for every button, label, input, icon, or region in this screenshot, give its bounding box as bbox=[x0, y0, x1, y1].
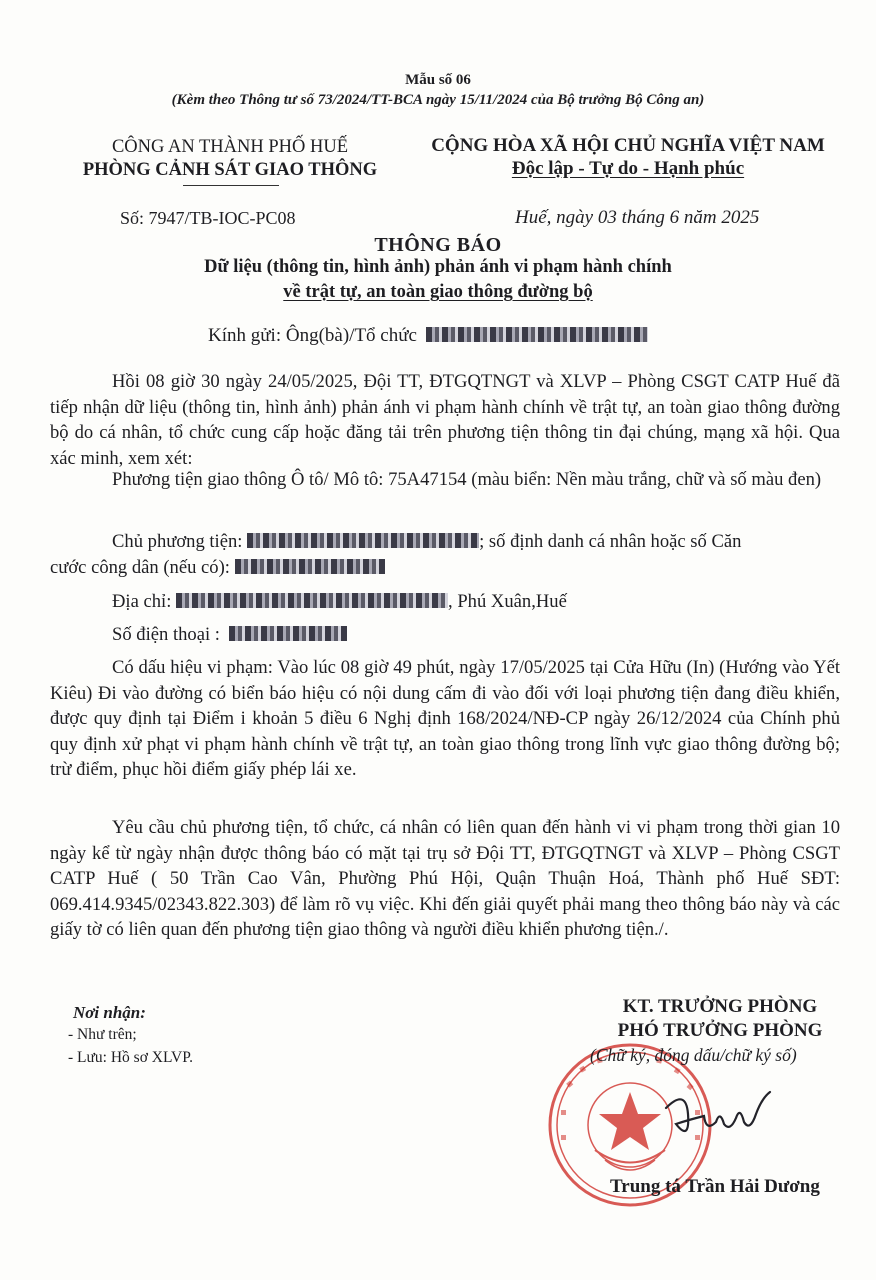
handwritten-signature bbox=[658, 1080, 778, 1150]
redacted-address bbox=[176, 593, 448, 608]
violation-text: Có dấu hiệu vi phạm: Vào lúc 08 giờ 49 phút, ngày 17/05/2025 tại Cửa Hữu (In) (Hướng vào Yết Kiêu) Đi vào đường có biển báo hiệu có nội dung cấm đi vào đối với loại phương tiện đang điều khiển, được quy định tại Điểm i khoản 5 điều 6 Nghị định 168/2024/NĐ-CP ngày 26/12/2024 của Chính phủ quy định xử phạt vi phạm hành chính về trật tự, an toàn giao thông trong lĩnh vực giao thông đường bộ; trừ điểm, phục hồi điểm giấy phép lái xe. bbox=[50, 657, 840, 780]
vehicle-paragraph bbox=[50, 467, 840, 493]
owner-suffix: ; số định danh cá nhân hoặc số Căn bbox=[479, 531, 742, 552]
agency-underline bbox=[183, 185, 279, 186]
signature-note: (Chữ ký, đóng dấu/chữ ký số) bbox=[590, 1045, 797, 1065]
agency-department: PHÒNG CẢNH SÁT GIAO THÔNG bbox=[82, 160, 378, 180]
redacted-phone-number bbox=[229, 626, 347, 641]
redacted-id-number bbox=[235, 559, 385, 574]
document-subtitle-1: Dữ liệu (thông tin, hình ảnh) phản ánh vi phạm hành chính bbox=[204, 257, 672, 277]
id-label: cước công dân (nếu có): bbox=[50, 557, 230, 578]
intro-text: Hồi 08 giờ 30 ngày 24/05/2025, Đội TT, ĐTGQTNGT và XLVP – Phòng CSGT CATP Huế đã tiếp nhận dữ liệu (thông tin, hình ảnh) phản ánh vi phạm hành chính về trật tự, an toàn giao thông đường bộ do cá nhân, tổ chức cung cấp hoặc đăng tải trên phương tiện thông tin đại chúng, mạng xã hội. Qua xác minh, xem xét: bbox=[50, 371, 840, 469]
address-label: Địa chỉ: bbox=[112, 591, 172, 612]
nation-motto bbox=[408, 158, 848, 180]
recipient-label: Kính gửi: Ông(bà)/Tổ chức bbox=[208, 325, 417, 346]
document-title: THÔNG BÁO bbox=[374, 234, 502, 256]
vehicle-text: Phương tiện giao thông Ô tô/ Mô tô: 75A47154 (màu biển: Nền màu trắng, chữ và số màu đen) bbox=[112, 469, 822, 490]
request-paragraph bbox=[50, 815, 840, 943]
signer-name: Trung tá Trần Hải Dương bbox=[610, 1176, 820, 1197]
signature-title-1: KT. TRƯỞNG PHÒNG bbox=[622, 996, 818, 1017]
redacted-owner-name bbox=[247, 533, 479, 548]
recipients-title: Nơi nhận: bbox=[73, 1003, 146, 1022]
nation-title: CỘNG HÒA XÃ HỘI CHỦ NGHĨA VIỆT NAM bbox=[431, 135, 825, 156]
violation-paragraph bbox=[50, 655, 840, 783]
nation-motto-text: Độc lập - Tự do - Hạnh phúc bbox=[511, 158, 745, 179]
document-subtitle-2 bbox=[0, 282, 876, 303]
intro-paragraph bbox=[50, 369, 840, 471]
agency-name: CÔNG AN THÀNH PHỐ HUẾ bbox=[111, 137, 349, 157]
address-suffix: , Phú Xuân,Huế bbox=[448, 591, 567, 612]
recipient-line bbox=[208, 325, 648, 347]
document-subtitle-2-text: về trật tự, an toàn giao thông đường bộ bbox=[283, 282, 593, 302]
form-number: Mẫu số 06 bbox=[405, 72, 471, 88]
owner-label: Chủ phương tiện: bbox=[112, 531, 243, 552]
owner-line bbox=[112, 531, 741, 553]
request-text: Yêu cầu chủ phương tiện, tổ chức, cá nhân có liên quan đến hành vi vi phạm trong thời gian 10 ngày kể từ ngày nhận được thông báo có mặt tại trụ sở Đội TT, ĐTGQTNGT và XLVP – Phòng CSGT CATP Huế ( 50 Trần Cao Vân, Phường Phú Hội, Quận Thuận Hoá, Thành phố Huế SĐT: 069.414.9345/02343.822.303) để làm rõ vụ việc. Khi đến giải quyết phải mang theo thông báo này và các giấy tờ có liên quan đến phương tiện giao thông và người điều khiển phương tiện./. bbox=[50, 817, 840, 940]
document-number: Số: 7947/TB-IOC-PC08 bbox=[120, 208, 296, 228]
recipients-item: - Lưu: Hồ sơ XLVP. bbox=[68, 1049, 193, 1066]
place-date: Huế, ngày 03 tháng 6 năm 2025 bbox=[515, 207, 760, 228]
redacted-recipient-name bbox=[426, 327, 648, 342]
id-line bbox=[50, 557, 385, 579]
phone-label: Số điện thoại : bbox=[112, 624, 220, 645]
address-line bbox=[112, 591, 567, 613]
attachment-note: (Kèm theo Thông tư số 73/2024/TT-BCA ngày 15/11/2024 của Bộ trưởng Bộ Công an) bbox=[171, 92, 705, 108]
recipients-item: - Như trên; bbox=[68, 1026, 137, 1043]
phone-line bbox=[112, 624, 347, 646]
signature-title-2: PHÓ TRƯỞNG PHÒNG bbox=[617, 1020, 823, 1041]
